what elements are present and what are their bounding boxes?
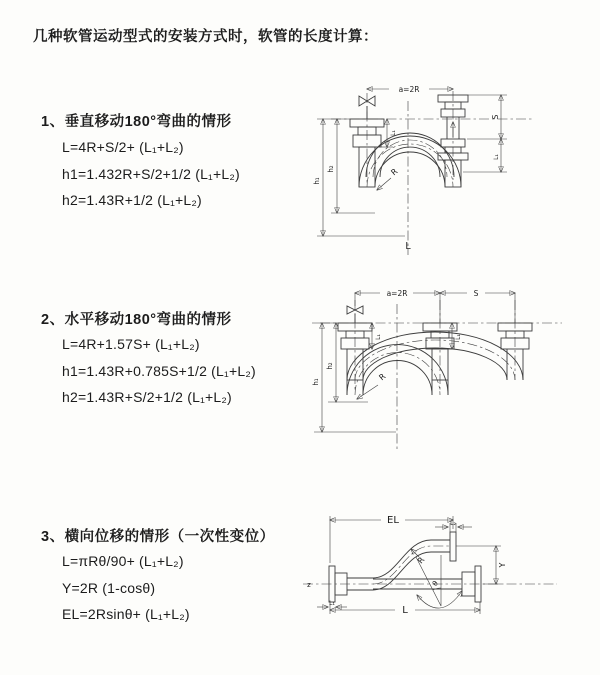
section-2-formula-h2: h2=1.43R+S/2+1/2 (L₁+L₂): [62, 389, 232, 405]
dim-label-l1: L₁: [493, 154, 500, 160]
section-1-heading: 1、垂直移动180°弯曲的情形: [41, 114, 232, 130]
dim-label-l1: L₁: [375, 334, 382, 340]
dimension-s: [463, 95, 507, 172]
section-3-formula-Y: Y=2R (1-cosθ): [62, 580, 156, 596]
dim-label-s: S: [473, 289, 479, 298]
hose-u-bend-wide: [347, 332, 523, 380]
dim-label-l: L: [402, 605, 408, 616]
diagram-vertical-180-u-bend: [305, 75, 595, 260]
dimension-el: [330, 515, 453, 566]
dim-label-el: EL: [387, 515, 399, 526]
section-3-formula-EL: EL=2Rsinθ+ (L₁+L₂): [62, 606, 190, 622]
dimension-l1-left: [372, 323, 382, 349]
dim-label-r: R: [377, 371, 388, 383]
dim-label-a2r: a=2R: [398, 85, 420, 94]
diagram-lateral-displacement: [295, 505, 595, 645]
dim-label-h1: h₁: [312, 378, 320, 386]
page-title: 几种软管运动型式的安装方式时，软管的长度计算：: [33, 29, 378, 45]
diagram-horizontal-180-u-bend: [300, 280, 595, 455]
dim-label-r: R: [389, 166, 400, 178]
displaced-flange: [450, 532, 456, 561]
axis-label-z: z: [307, 581, 311, 589]
radius-annotation: [411, 549, 427, 565]
dim-label-l1: L₁: [390, 130, 397, 136]
dim-label-a2r: a=2R: [386, 289, 408, 298]
section-1-formula-L: L=4R+S/2+ (L₁+L₂): [62, 139, 184, 155]
dim-label-h2: h₂: [326, 362, 334, 370]
dim-label-theta: θ: [431, 579, 440, 588]
dim-label-l2: L₂: [450, 520, 456, 527]
radius-annotation: [357, 372, 388, 399]
dimension-s: [440, 289, 515, 298]
dim-label-l1: L₁: [455, 334, 462, 340]
section-2-formula-L: L=4R+1.57S+ (L₁+L₂): [62, 336, 200, 352]
section-2-heading: 2、水平移动180°弯曲的情形: [41, 312, 232, 328]
section-2-formula-h1: h1=1.43R+0.785S+1/2 (L₁+L₂): [62, 363, 256, 379]
dimension-l: [330, 602, 480, 616]
dimension-l1: [317, 600, 347, 607]
hose-s-bend: [373, 532, 456, 590]
dimension-y: [456, 546, 507, 584]
dim-label-r: R: [415, 555, 427, 566]
dim-label-h1: h₁: [313, 177, 321, 185]
centerlines: [320, 300, 562, 450]
centerlines: [331, 91, 533, 255]
hose-u-bend-narrow: [347, 345, 448, 395]
dimension-l2: [435, 520, 472, 532]
section-1-formula-h2: h2=1.43R+1/2 (L₁+L₂): [62, 192, 202, 208]
dimension-a2r: [355, 289, 515, 323]
dim-label-l: L: [405, 241, 411, 252]
dimension-h2: [327, 119, 375, 213]
dim-label-y: Y: [498, 562, 507, 568]
section-3-formula-L: L=πRθ/90+ (L₁+L₂): [62, 553, 184, 569]
section-3-heading: 3、横向位移的情形（一次性变位）: [41, 529, 275, 545]
section-1-formula-h1: h1=1.432R+S/2+1/2 (L₁+L₂): [62, 166, 240, 182]
dimension-l1-left: [381, 119, 397, 147]
dim-label-l1: L₁: [329, 600, 335, 607]
dim-label-h2: h₂: [327, 165, 335, 173]
dim-label-s: S: [491, 114, 500, 120]
dimension-a2r: [367, 85, 453, 94]
